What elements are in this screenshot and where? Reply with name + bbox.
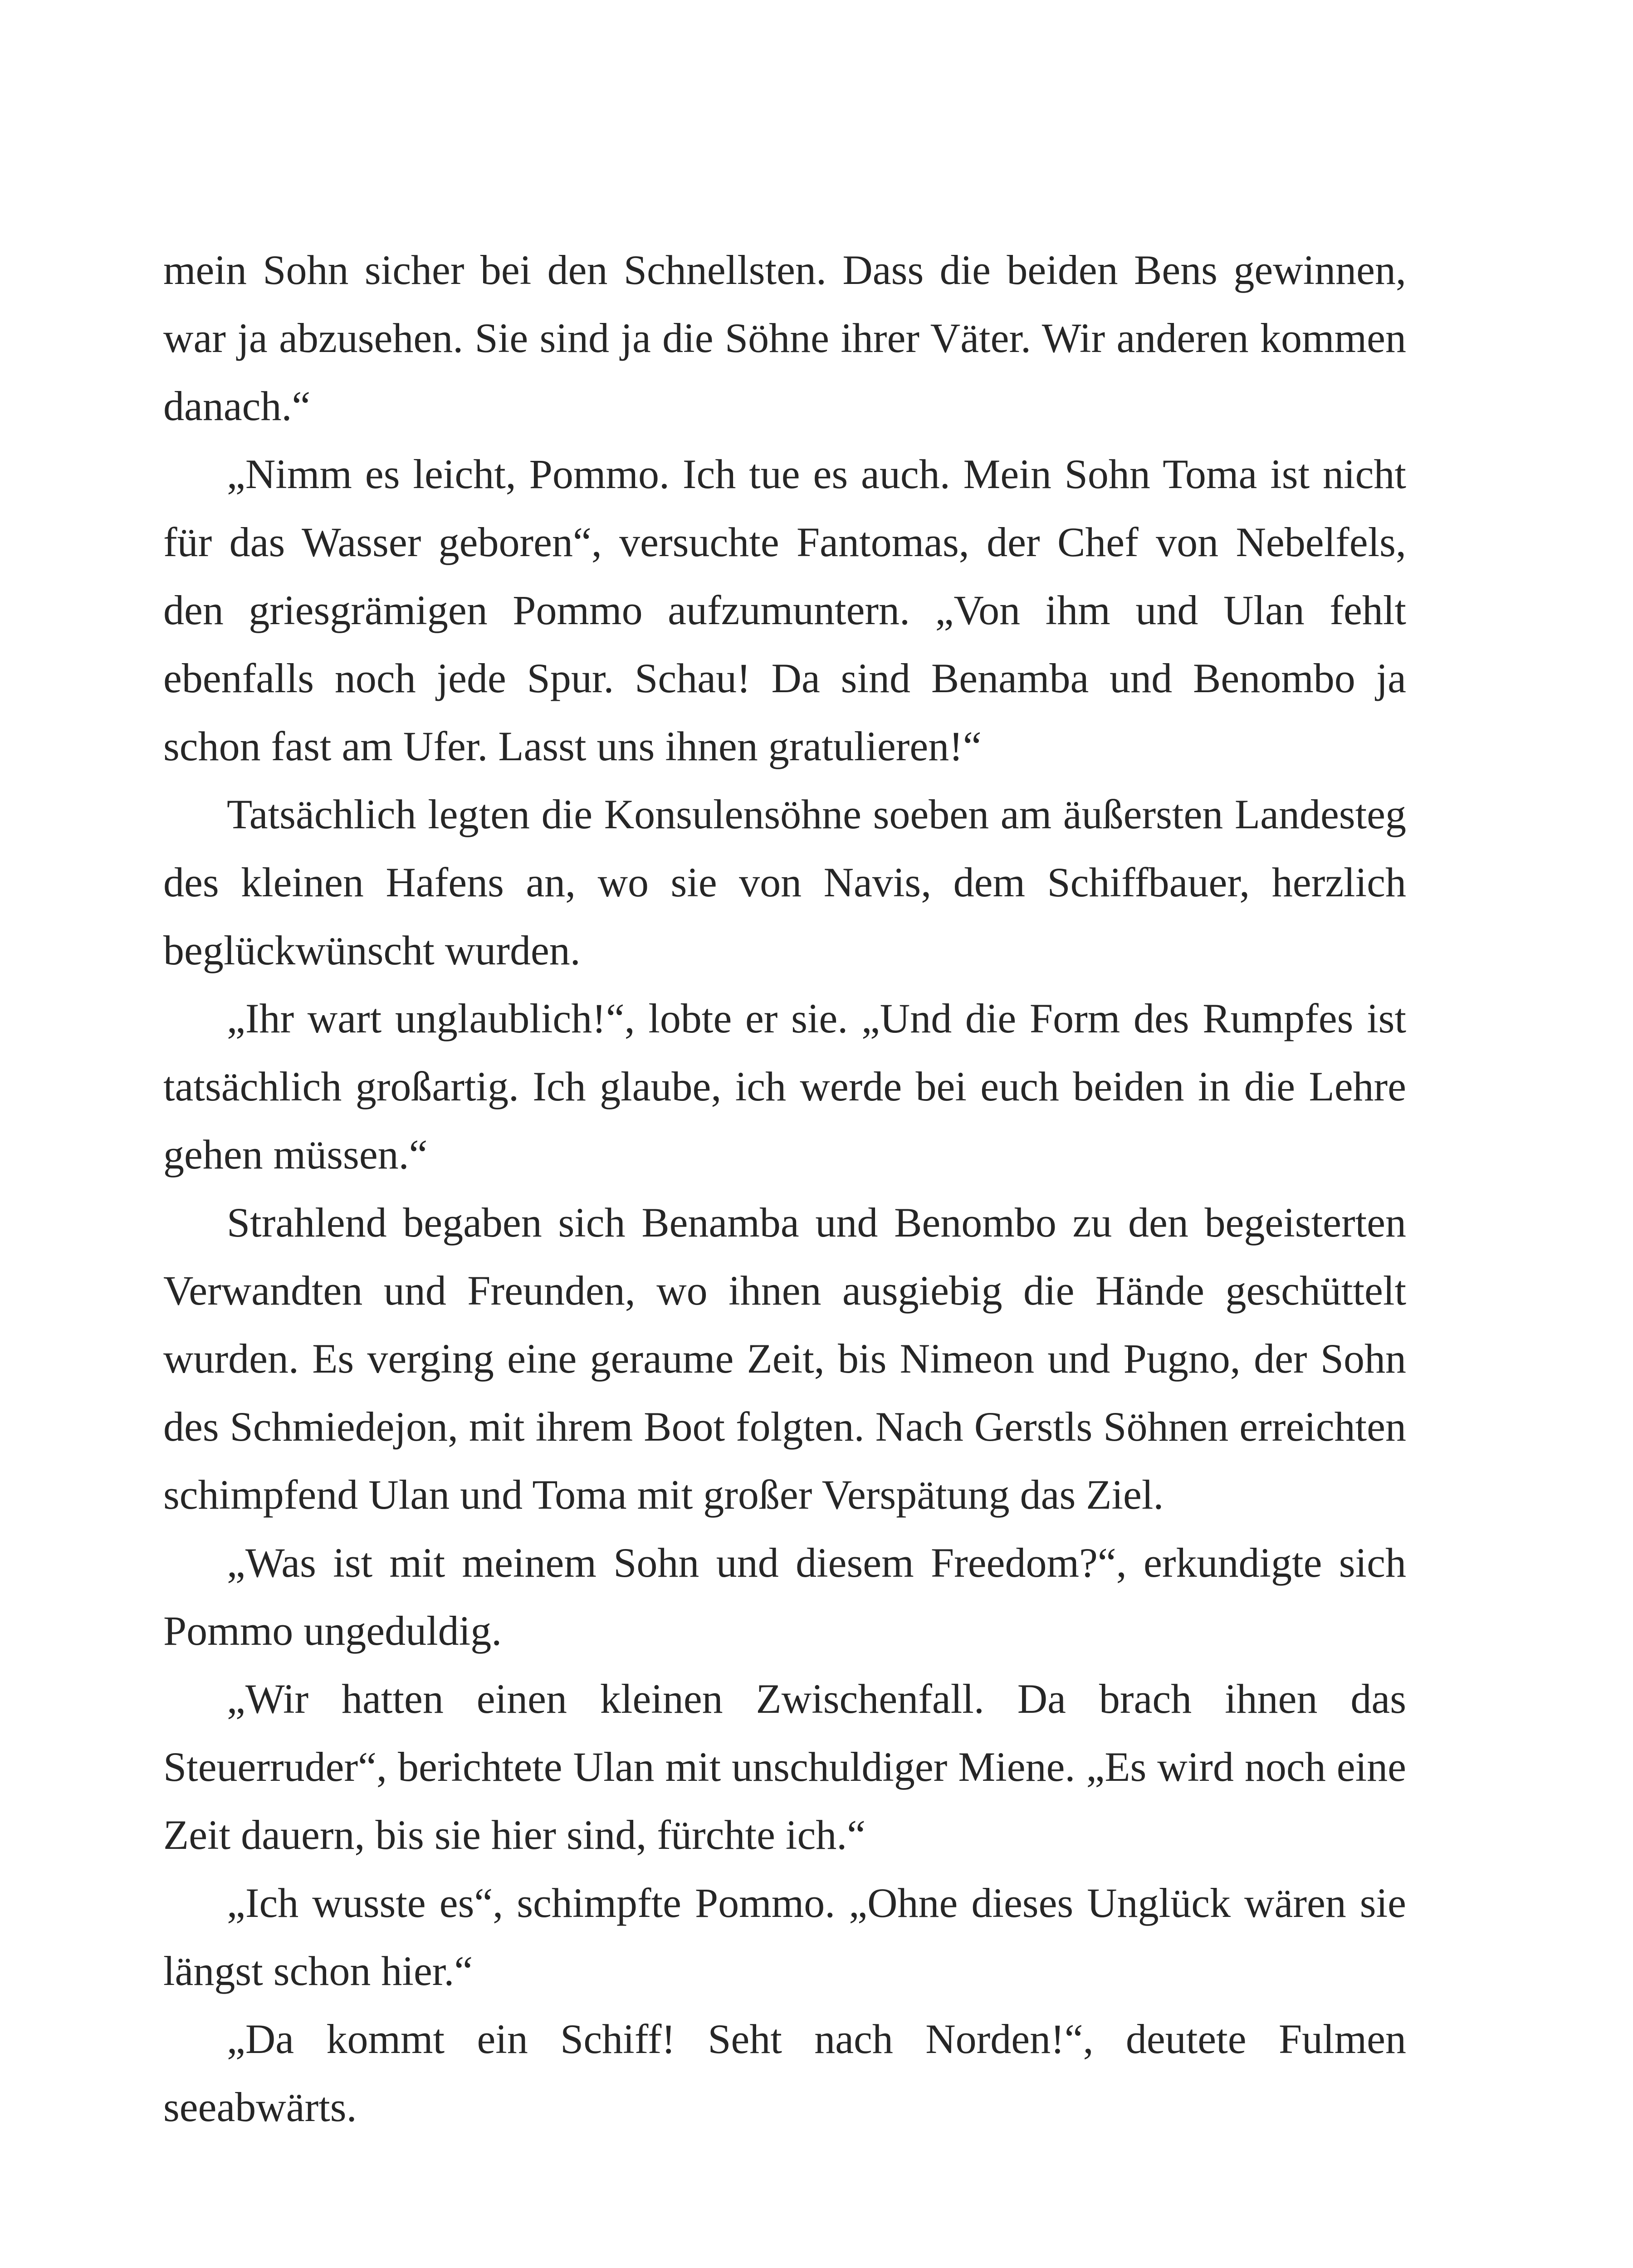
- paragraph-1: mein Sohn sicher bei den Schnellsten. Dass die beiden Bens gewinnen, war ja abzusehen. Sie sind ja die Söhne ihrer Väter. Wir anderen kommen danach.“: [163, 247, 1406, 429]
- paragraph-3: Tatsächlich legten die Konsulensöhne soeben am äußersten Landesteg des kleinen Hafens an, wo sie von Navis, dem Schiffbauer, herzlich beglückwünscht wurden.: [163, 791, 1406, 973]
- paragraph-5: Strahlend begaben sich Benamba und Benombo zu den begeisterten Verwandten und Freunden, wo ihnen ausgiebig die Hände geschüttelt wurden. Es verging eine geraume Zeit, bis Nimeon und Pugno, der Sohn des Schmiedejon, mit ihrem Boot folgten. Nach Gerstls Söhnen erreichten schimpfend Ulan und Toma mit großer Verspätung das Ziel.: [163, 1199, 1406, 1518]
- paragraph-2: „Nimm es leicht, Pommo. Ich tue es auch. Mein Sohn Toma ist nicht für das Wasser geboren“, versuchte Fantomas, der Chef von Nebelfels, den griesgrämigen Pommo aufzumuntern. „Von ihm und Ulan fehlt ebenfalls noch jede Spur. Schau! Da sind Benamba und Benombo ja schon fast am Ufer. Lasst uns ihnen gratulieren!“: [163, 451, 1406, 769]
- paragraph-7: „Wir hatten einen kleinen Zwischenfall. Da brach ihnen das Steuerruder“, berichtete Ulan mit unschuldiger Miene. „Es wird noch eine Zeit dauern, bis sie hier sind, fürchte ich.“: [163, 1676, 1406, 1858]
- paragraph-8: „Ich wusste es“, schimpfte Pommo. „Ohne dieses Unglück wären sie längst schon hier.“: [163, 1880, 1406, 1994]
- paragraph-6: „Was ist mit meinem Sohn und diesem Freedom?“, erkundigte sich Pommo ungeduldig.: [163, 1540, 1406, 1654]
- page-text-body: [163, 236, 1406, 2141]
- paragraph-4: „Ihr wart unglaublich!“, lobte er sie. „Und die Form des Rumpfes ist tatsächlich großartig. Ich glaube, ich werde bei euch beiden in die Lehre gehen müssen.“: [163, 995, 1406, 1178]
- paragraph-9: „Da kommt ein Schiff! Seht nach Norden!“, deutete Fulmen seeabwärts.: [163, 2016, 1406, 2130]
